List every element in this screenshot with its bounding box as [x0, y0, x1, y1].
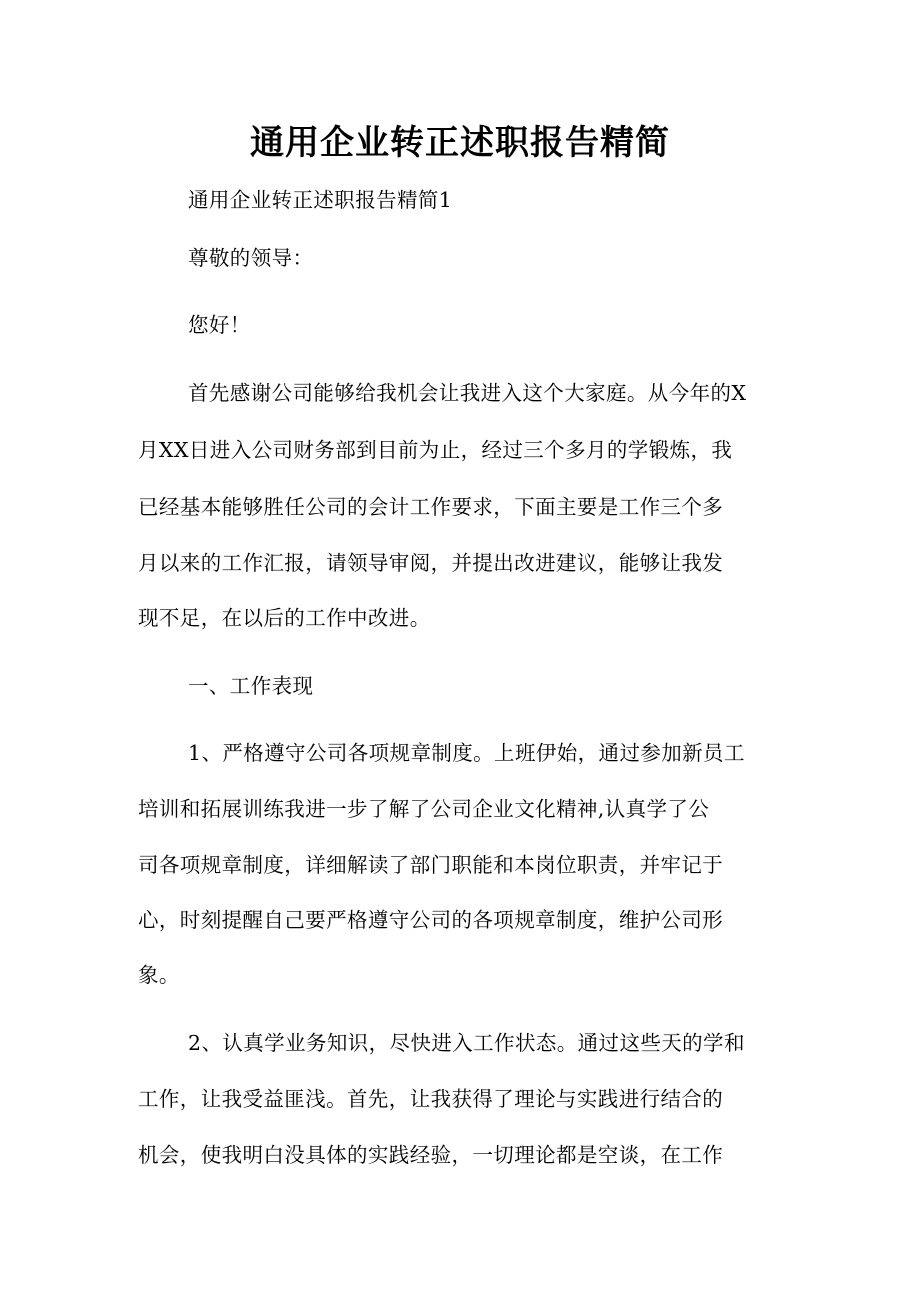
salutation: 尊敬的领导： [188, 246, 314, 270]
paragraph-line: 工作，让我受益匪浅。首先，让我获得了理论与实践进行结合的 [138, 1087, 724, 1111]
paragraph-line: 月XX日进入公司财务部到目前为止，经过三个多月的学锻炼，我 [138, 438, 733, 462]
paragraph-line: 心，时刻提醒自己要严格遵守公司的各项规章制度，维护公司形 [138, 908, 724, 932]
paragraph-line: 月以来的工作汇报，请领导审阅，并提出改进建议，能够让我发 [138, 551, 724, 575]
paragraph-line: 1、严格遵守公司各项规章制度。上班伊始，通过参加新员工 [188, 741, 745, 765]
paragraph-line: 机会，使我明白没具体的实践经验，一切理论都是空谈，在工作 [138, 1143, 724, 1167]
section-heading: 通用企业转正述职报告精简1 [188, 188, 453, 212]
greeting: 您好！ [188, 313, 251, 337]
paragraph-line: 培训和拓展训练我进一步了解了公司企业文化精神,认真学了公 [138, 797, 710, 821]
section-heading: 一、工作表现 [188, 674, 314, 698]
paragraph-line: 首先感谢公司能够给我机会让我进入这个大家庭。从今年的X [188, 381, 747, 405]
paragraph-line: 司各项规章制度，详细解读了部门职能和本岗位职责，并牢记于 [138, 853, 724, 877]
page-title: 通用企业转正述职报告精简 [250, 123, 670, 163]
paragraph-line: 2、认真学业务知识，尽快进入工作状态。通过这些天的学和 [188, 1031, 745, 1055]
paragraph-line: 象。 [138, 963, 180, 987]
paragraph-line: 现不足，在以后的工作中改进。 [138, 606, 431, 630]
paragraph-line: 已经基本能够胜任公司的会计工作要求，下面主要是工作三个多 [138, 495, 724, 519]
